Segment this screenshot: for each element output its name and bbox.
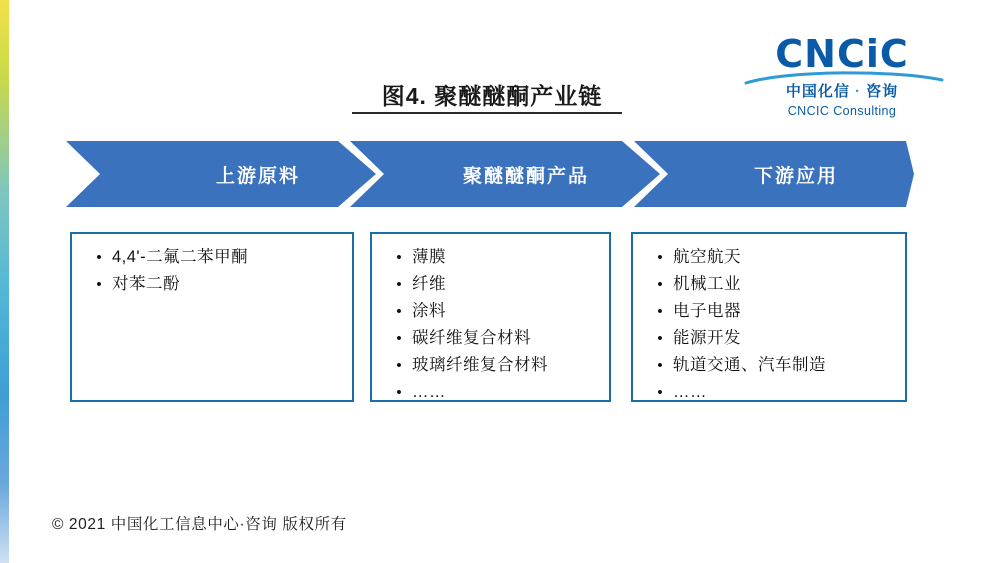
list-item-label: 对苯二酚 <box>112 275 180 293</box>
chevron-label-upstream: 上游原料 <box>215 166 300 187</box>
list-item <box>386 352 601 379</box>
list-item-label: 轨道交通、汽车制造 <box>673 356 826 374</box>
bullet-icon: • <box>396 384 402 401</box>
list-item-label: 电子电器 <box>673 302 741 320</box>
list-item-label: 航空航天 <box>673 248 741 266</box>
bullet-icon: • <box>657 384 663 401</box>
box-peek-products <box>370 232 611 402</box>
list-item <box>647 271 897 298</box>
page-title: 图4. 聚醚醚酮产业链 <box>381 83 603 109</box>
bullet-icon: • <box>657 357 663 374</box>
list-item-label: 玻璃纤维复合材料 <box>412 356 548 374</box>
copyright-footer: © 2021 中国化工信息中心·咨询 版权所有 <box>52 516 347 533</box>
list-item-label: 能源开发 <box>673 329 741 347</box>
list-item-label: 涂料 <box>412 302 446 320</box>
bullet-icon: • <box>396 330 402 347</box>
list-item <box>386 298 601 325</box>
bullet-icon: • <box>657 330 663 347</box>
list-item <box>647 298 897 325</box>
list-item-label: 碳纤维复合材料 <box>412 329 531 347</box>
bullet-icon: • <box>657 249 663 266</box>
bullet-icon: • <box>396 276 402 293</box>
list-item <box>386 271 601 298</box>
list-item <box>386 379 601 406</box>
bullet-icon: • <box>96 249 102 266</box>
list-item <box>647 244 897 271</box>
list-item-label: 机械工业 <box>673 275 741 293</box>
bullet-icon: • <box>657 303 663 320</box>
logo-separator-dot: · <box>855 83 861 100</box>
list-item-label: 4,4'-二氟二苯甲酮 <box>112 248 249 266</box>
list-item-label: …… <box>412 383 446 401</box>
list-item <box>386 244 601 271</box>
title-underline <box>352 112 622 114</box>
logo-chinese-name: 中国化信 <box>785 83 850 100</box>
box-downstream-applications <box>631 232 907 402</box>
list-item <box>86 244 344 271</box>
list-item-label: 薄膜 <box>412 248 446 266</box>
bullet-icon: • <box>96 276 102 293</box>
logo-chinese-suffix: 咨询 <box>866 83 899 100</box>
bullet-icon: • <box>657 276 663 293</box>
list-item-label: …… <box>673 383 707 401</box>
list-item <box>647 325 897 352</box>
logo-english-line: CNCIC Consulting <box>787 104 897 118</box>
box-upstream-materials <box>70 232 354 402</box>
bullet-icon: • <box>396 303 402 320</box>
chevron-label-products: 聚醚醚酮产品 <box>462 166 589 187</box>
chevron-label-downstream: 下游应用 <box>753 166 838 187</box>
list-item <box>647 379 897 406</box>
bullet-icon: • <box>396 249 402 266</box>
list-item <box>86 271 344 298</box>
logo-wordmark: CNCiC <box>775 32 909 76</box>
list-item-label: 纤维 <box>412 275 446 293</box>
bullet-icon: • <box>396 357 402 374</box>
chevron-band <box>66 141 914 207</box>
list-item <box>647 352 897 379</box>
list-item <box>386 325 601 352</box>
